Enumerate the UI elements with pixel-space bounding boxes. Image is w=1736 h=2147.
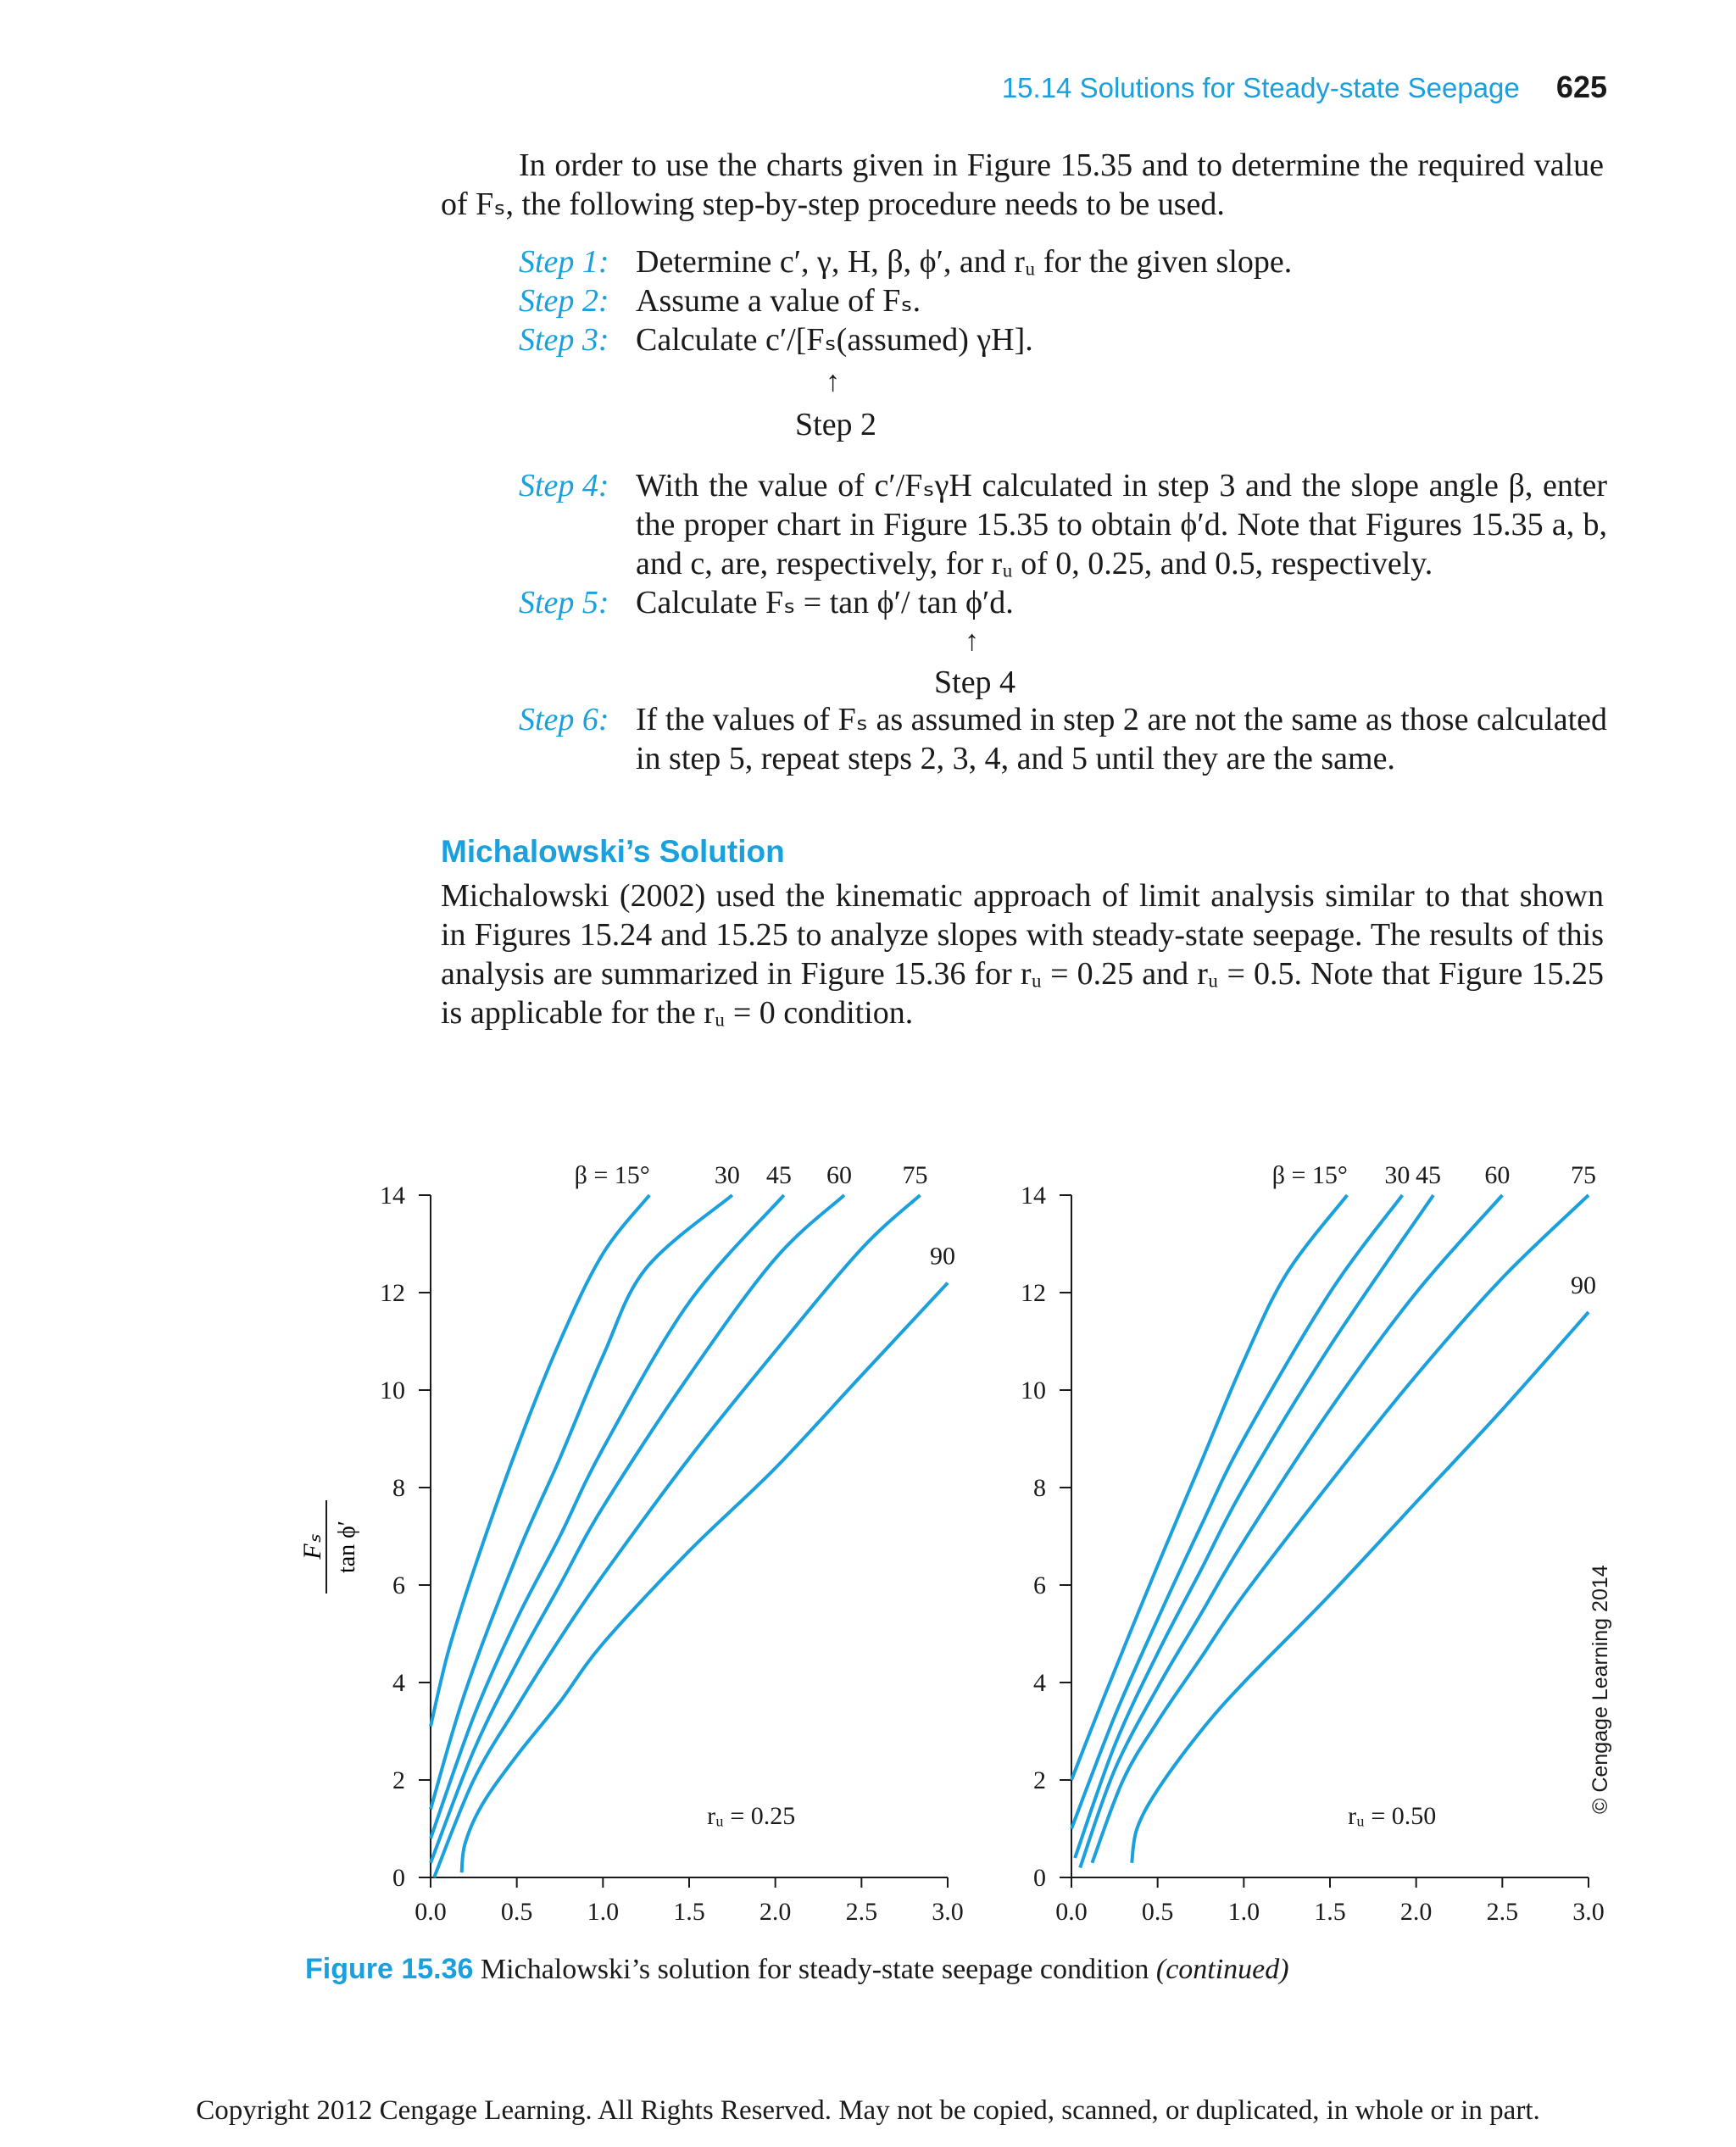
step-label: Step 2: xyxy=(519,283,609,319)
series-label: 60 xyxy=(826,1161,852,1189)
series-label: 30 xyxy=(714,1161,740,1189)
section-title: 15.14 Solutions for Steady-state Seepage xyxy=(1001,72,1520,103)
series-line xyxy=(1132,1312,1589,1863)
step-text: Determine c′, γ, H, β, ϕ′, and rᵤ for the given slope. xyxy=(636,244,1293,280)
x-tick-label: 2.5 xyxy=(1486,1898,1519,1926)
chart-ru-025 xyxy=(380,1161,964,1926)
step-label: Step 1: xyxy=(519,244,609,280)
x-tick-label: 1.0 xyxy=(1227,1898,1260,1926)
x-tick-label: 0.5 xyxy=(500,1898,533,1926)
running-header xyxy=(932,70,1607,105)
y-tick-label: 0 xyxy=(1033,1864,1046,1892)
x-tick-label: 2.0 xyxy=(759,1898,792,1926)
x-tick-label: 0.5 xyxy=(1141,1898,1174,1926)
y-tick-label: 8 xyxy=(392,1474,405,1502)
series-line xyxy=(1071,1195,1347,1780)
y-tick-label: 2 xyxy=(392,1766,405,1794)
series-label: β = 15° xyxy=(1271,1161,1348,1189)
intro-paragraph: In order to use the charts given in Figure 15.35 and to determine the required value of Fₛ, the following step-by-step procedure needs to be used. xyxy=(441,147,1604,222)
x-tick-label: 2.0 xyxy=(1399,1898,1433,1926)
x-tick-label: 2.5 xyxy=(845,1898,878,1926)
series-line xyxy=(431,1195,784,1838)
section-paragraph: Michalowski (2002) used the kinematic approach of limit analysis similar to that shown in Figures 15.24 and 15.25 to analyze slopes with steady-state seepage. The results of this analysis are summarized in Figure 15.36 for rᵤ = 0.25 and rᵤ = 0.5. Note that Figure 15.25 is applicable for the rᵤ = 0 condition. xyxy=(441,878,1604,1031)
y-tick-label: 12 xyxy=(1021,1279,1046,1307)
section-heading: Michalowski’s Solution xyxy=(441,834,785,869)
y-tick-label: 2 xyxy=(1033,1766,1046,1794)
series-label: 90 xyxy=(930,1242,955,1271)
y-tick-label: 10 xyxy=(1021,1377,1046,1404)
copyright-notice: Copyright 2012 Cengage Learning. All Rights Reserved. May not be copied, scanned, or duplicated, in whole or in part. xyxy=(196,2095,1540,2126)
step3-arrow: ↑ xyxy=(826,366,840,398)
y-tick-label: 8 xyxy=(1033,1474,1046,1502)
y-tick-label: 10 xyxy=(380,1377,405,1404)
step-text: Assume a value of Fₛ. xyxy=(636,283,921,319)
step-label: Step 5: xyxy=(519,585,609,620)
x-tick-label: 3.0 xyxy=(932,1898,964,1926)
x-tick-label: 1.5 xyxy=(673,1898,705,1926)
y-tick-label: 14 xyxy=(380,1182,405,1210)
step5-note: Step 4 xyxy=(934,665,1016,700)
figure-caption xyxy=(305,1953,1577,1986)
step-text: Calculate c′/[Fₛ(assumed) γH]. xyxy=(636,322,1033,358)
series-label: 60 xyxy=(1484,1161,1511,1189)
figure-15-36 xyxy=(288,1144,1678,1941)
series-label: 75 xyxy=(1571,1161,1596,1189)
x-tick-label: 1.0 xyxy=(587,1898,620,1926)
chart-ru-050 xyxy=(1021,1161,1605,1926)
figure-number: Figure 15.36 xyxy=(305,1953,474,1985)
series-label: 45 xyxy=(765,1161,792,1189)
series-label: 75 xyxy=(902,1161,928,1189)
y-axis-label xyxy=(298,1500,360,1594)
y-tick-label: 6 xyxy=(392,1571,405,1599)
step-label: Step 3: xyxy=(519,322,609,358)
step5-arrow: ↑ xyxy=(965,626,979,657)
page-number: 625 xyxy=(1555,70,1607,104)
x-tick-label: 1.5 xyxy=(1314,1898,1346,1926)
y-tick-label: 4 xyxy=(392,1669,405,1697)
series-line xyxy=(431,1195,732,1810)
step3-note: Step 2 xyxy=(795,407,877,442)
step-text: Calculate Fₛ = tan ϕ′/ tan ϕ′d. xyxy=(636,585,1014,620)
y-tick-label: 12 xyxy=(380,1279,405,1307)
x-tick-label: 3.0 xyxy=(1572,1898,1605,1926)
series-line xyxy=(434,1195,920,1877)
ru-annotation: rᵤ = 0.25 xyxy=(707,1801,796,1830)
series-line xyxy=(1092,1195,1589,1863)
series-label: β = 15° xyxy=(574,1161,650,1189)
y-tick-label: 4 xyxy=(1033,1669,1046,1697)
y-axis-label-denominator: tan ϕ′ xyxy=(334,1520,360,1574)
step-text: If the values of Fₛ as assumed in step 2 are not the same as those calculated in step 5, repeat steps 2, 3, 4, and 5 until they are the same. xyxy=(636,702,1607,776)
step-text: With the value of c′/FₛγH calculated in step 3 and the slope angle β, enter the proper chart in Figure 15.35 to obtain ϕ′d. Note that Figures 15.35 a, b, and c, are, respectively, for rᵤ of 0, 0.25, and 0.5, respectively. xyxy=(636,468,1607,581)
figure-caption-text: Michalowski’s solution for steady-state seepage condition xyxy=(480,1954,1149,1985)
y-axis-label-numerator: Fₛ xyxy=(298,1534,326,1560)
x-tick-label: 0.0 xyxy=(1055,1898,1088,1926)
y-tick-label: 0 xyxy=(392,1864,405,1892)
y-tick-label: 14 xyxy=(1021,1182,1046,1210)
series-line xyxy=(462,1283,948,1873)
series-label: 30 xyxy=(1384,1161,1410,1189)
step-label: Step 6: xyxy=(519,702,609,737)
series-label: 90 xyxy=(1571,1271,1596,1299)
ru-annotation: rᵤ = 0.50 xyxy=(1348,1801,1437,1830)
y-tick-label: 6 xyxy=(1033,1571,1046,1599)
x-tick-label: 0.0 xyxy=(415,1898,447,1926)
figure-caption-suffix: (continued) xyxy=(1155,1954,1289,1985)
series-label: 45 xyxy=(1416,1161,1441,1189)
step-label: Step 4: xyxy=(519,468,609,503)
series-line xyxy=(431,1195,649,1727)
image-credit: © Cengage Learning 2014 xyxy=(1589,1565,1612,1814)
